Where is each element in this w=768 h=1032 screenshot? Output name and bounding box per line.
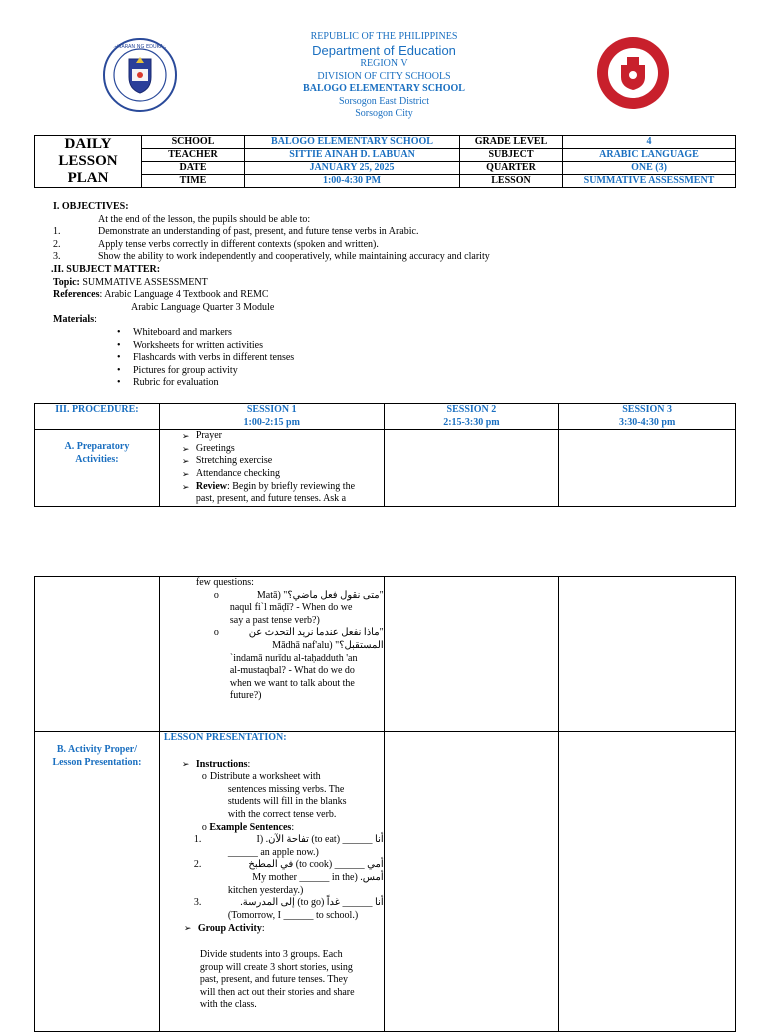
- session-1-header: SESSION 1 1:00-2:15 pm: [159, 404, 384, 430]
- activity-label: B. Activity Proper/ Lesson Presentation:: [35, 732, 160, 1032]
- activity-session-2: [384, 732, 559, 1032]
- region-text: REGION V: [360, 58, 408, 70]
- dlp-title: DAILY LESSON PLAN: [35, 136, 142, 188]
- teacher-value: SITTIE AINAH D. LABUAN: [245, 149, 460, 162]
- session-3-header: SESSION 3 3:30-4:30 pm: [559, 404, 736, 430]
- teacher-label: TEACHER: [142, 149, 245, 162]
- date-label: DATE: [142, 162, 245, 175]
- list-item: • Rubric for evaluation: [117, 377, 490, 390]
- review-questions-cell: few questions: o "متى نقول فعل ماضي؟" (Matā naqul fi`l māḍī? - When do we say a past tense verb?) o "ماذا نفعل عندما نريد التحدث عن المستقبل؟" (Mādhā naf'alu `indamā nurīdu al-taḥadduth 'an al-mustaqbal? - What do we do when we want to talk about the future?): [159, 577, 384, 732]
- time-label: TIME: [142, 175, 245, 188]
- list-item: • Flashcards with verbs in different tenses: [117, 352, 490, 365]
- procedure-heading: III. PROCEDURE:: [35, 404, 160, 430]
- lesson-info-table: [34, 135, 736, 188]
- deped-seal-logo: [102, 37, 178, 113]
- objective-item: 3. Show the ability to work independently and cooperatively, while maintaining accuracy and clarity: [53, 251, 490, 263]
- objective-item: 1. Demonstrate an understanding of past, present, and future tense verbs in Arabic.: [53, 226, 419, 238]
- materials-line: Materials:: [53, 314, 97, 326]
- date-value: JANUARY 25, 2025: [245, 162, 460, 175]
- instructions-text: o Distribute a worksheet with sentences missing verbs. The students will fill in the blanks with the correct tense verb.: [201, 771, 347, 820]
- department-text: Department of Education: [312, 43, 456, 59]
- subject-label: SUBJECT: [460, 149, 563, 162]
- preparatory-session-1: [159, 430, 384, 507]
- city-text: Sorsogon City: [355, 108, 413, 120]
- time-value: 1:00-4:30 PM: [245, 175, 460, 188]
- school-text: BALOGO ELEMENTARY SCHOOL: [303, 83, 465, 95]
- activity-session-3: [559, 732, 736, 1032]
- grade-value: 4: [563, 136, 736, 149]
- list-item: ➢ Attendance checking: [181, 467, 281, 479]
- lesson-presentation-heading: LESSON PRESENTATION:: [163, 732, 287, 743]
- grade-label: GRADE LEVEL: [460, 136, 563, 149]
- list-item: • Worksheets for written activities: [117, 340, 490, 353]
- objectives-heading: I. OBJECTIVES:: [53, 201, 129, 212]
- list-item: ➢ Greetings: [181, 442, 235, 454]
- district-text: Sorsogon East District: [339, 95, 429, 107]
- materials-list: [117, 327, 490, 390]
- preparatory-session-2: [384, 430, 559, 507]
- references-line-2: Arabic Language Quarter 3 Module: [131, 301, 275, 313]
- subject-matter-heading: .II. SUBJECT MATTER:: [51, 263, 161, 275]
- preparatory-label: A. Preparatory Activities:: [35, 430, 160, 507]
- references-line: References: Arabic Language 4 Textbook and REMC: [53, 289, 269, 301]
- quarter-label: QUARTER: [460, 162, 563, 175]
- group-activity-text: Divide students into 3 groups. Each group will create 3 short stories, using past, present, and future tenses. They will then act out their stories and share with the class.: [199, 948, 355, 1011]
- list-item: ➢ Prayer: [181, 430, 222, 442]
- lesson-presentation-cell: [159, 732, 384, 1032]
- school-value: BALOGO ELEMENTARY SCHOOL: [245, 136, 460, 149]
- division-text: DIVISION OF CITY SCHOOLS: [317, 70, 451, 82]
- school-label: SCHOOL: [142, 136, 245, 149]
- list-item: ➢ Review: Begin by briefly reviewing the: [181, 480, 356, 492]
- continued-session-3: [559, 577, 736, 732]
- continued-label-cell: [35, 577, 160, 732]
- objectives-section: [53, 201, 490, 390]
- list-item: • Whiteboard and markers: [117, 327, 490, 340]
- example-3: 3. أنا ______ غداً (to go) إلى المدرسة. (Tomorrow, I ______ to school.): [193, 897, 384, 921]
- document-header: [200, 31, 568, 120]
- svg-text:KAGAWARAN NG EDUKASYON: KAGAWARAN NG EDUKASYON: [103, 44, 177, 50]
- session-2-header: SESSION 2 2:15-3:30 pm: [384, 404, 559, 430]
- question-1: o "متى نقول فعل ماضي؟" (Matā naqul fi`l māḍī? - When do we say a past tense verb?): [213, 589, 384, 626]
- example-sentences-line: o Example Sentences:: [201, 821, 295, 833]
- preparatory-list: [160, 430, 384, 506]
- objectives-intro: At the end of the lesson, the pupils should be able to:: [98, 213, 311, 225]
- procedure-table-continued: [34, 576, 736, 1032]
- group-activity-line: ➢ Group Activity:: [183, 923, 265, 935]
- question-2: o "ماذا نفعل عندما نريد التحدث عن المستقبل؟" (Mādhā naf'alu `indamā nurīdu al-taḥadduth 'an al-mustaqbal? - What do we do when we want to talk about the future?): [213, 627, 384, 702]
- subject-value: ARABIC LANGUAGE: [563, 149, 736, 162]
- republic-text: REPUBLIC OF THE PHILIPPINES: [310, 31, 458, 42]
- quarter-value: ONE (3): [563, 162, 736, 175]
- list-item: ➢ Stretching exercise: [181, 455, 273, 467]
- list-item: past, present, and future tenses. Ask a: [195, 493, 347, 505]
- topic-line: Topic: SUMMATIVE ASSESSMENT: [53, 276, 208, 288]
- procedure-table: [34, 403, 736, 507]
- preparatory-session-3: [559, 430, 736, 507]
- lesson-value: SUMMATIVE ASSESSMENT: [563, 175, 736, 188]
- continued-session-2: [384, 577, 559, 732]
- example-2: 2. أمي ______ (to cook) في المطبخ أمس. (My mother ______ in the kitchen yesterday.): [193, 859, 384, 896]
- example-1: 1. أنا ______ (to eat) تفاحة الآن. (I ______ an apple now.): [193, 834, 384, 858]
- instructions-line: ➢ Instructions:: [181, 758, 251, 770]
- list-item: • Pictures for group activity: [117, 365, 490, 378]
- school-seal-logo: [595, 35, 671, 111]
- objective-item: 2. Apply tense verbs correctly in different contexts (spoken and written).: [53, 238, 379, 250]
- lesson-label: LESSON: [460, 175, 563, 188]
